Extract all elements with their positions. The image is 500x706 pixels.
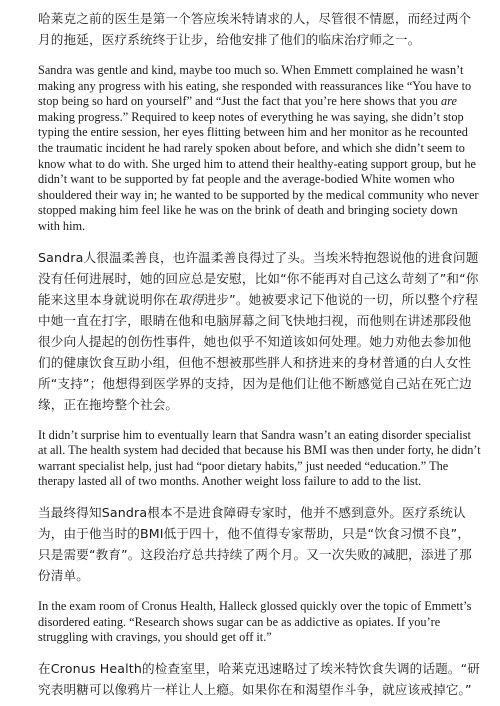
paragraph-en-1: [38, 63, 482, 235]
text-run: In the exam room of Cronus Health, Halleck glossed quickly over the topic of Emmett’s disordered eating. “Research shows sugar can be as addictive as opiates. If you’re struggling with cravings, you should get off it.”: [38, 598, 472, 645]
paragraph-zh-1: [38, 8, 482, 50]
paragraph-zh-2: [38, 247, 482, 415]
text-run: Sandra人很温柔善良，也许温柔善良得过了头。当埃米特抱怨说他的进食问题没有任何进展时，她的回应总是安慰，比如“你不能再对自己这么苛刻了”和“你能来这里本身就说明你在: [38, 249, 479, 307]
text-run: 当最终得知Sandra根本不是进食障碍专家时，他并不感到意外。医疗系统认为，由于他当时的BMI低于四十，他不值得专家帮助，只是“饮食习惯不良”，只是需要“教育”。这段治疗总共持续了两个月。又一次失败的减肥，添进了那份清单。: [38, 504, 472, 583]
paragraph-zh-4: [38, 658, 482, 700]
paragraph-zh-3: [38, 502, 482, 586]
text-run: It didn’t surprise him to eventually learn that Sandra wasn’t an eating disorder specialist at all. The health system had decided that because his BMI was then under forty, he didn’t warrant specialist help, just had “poor dietary habits,” just needed “education.” The therapy lasted all of two months. Another weight loss failure to add to the list.: [38, 427, 481, 489]
emphasis-text: are: [440, 94, 457, 109]
text-run: 在Cronus Health的检查室里，哈莱克迅速略过了埃米特饮食失调的话题。“研究表明糖可以像鸦片一样让人上瘾。如果你在和渴望作斗争，就应该戒掉它。”: [38, 660, 480, 697]
text-run: 哈莱克之前的医生是第一个答应埃米特请求的人，尽管很不情愿，而经过两个月的拖延，医疗系统终于让步，给他安排了他们的临床治疗师之一。: [38, 11, 472, 47]
emphasis-text: 取得: [178, 291, 204, 307]
text-run: making progress.” Required to keep notes of everything he was saying, she didn’t stop typing the entire session, her eyes flitting between him and her monitor as he recounted the traumatic incident he had rarely spoken about before, and which she didn’t seem to know what to do with. She urged him to attend their healthy-eating support group, but he didn’t want to be supported by fat people and the average-bodied White women who shouldered their way in; he wanted to be supported by the medical community who never stopped making him feel like he was on the brink of death and bringing society down with him.: [38, 109, 479, 233]
paragraph-en-2: [38, 428, 482, 490]
text-run: 进步”。她被要求记下他说的一切，所以整个疗程中她一直在打字，眼睛在他和电脑屏幕之间飞快地扫视，而他则在讲述那段他很少向人提起的创伤性事件，她也似乎不知道该如何处理。她力劝他去参加他们的健康饮食互助小组，但他不想被那些胖人和挤进来的身材普通的白人女性所“支持”；他想得到医学界的支持，因为是他们让他不断感觉自己站在死亡边缘，正在拖垮整个社会。: [38, 291, 478, 412]
paragraph-en-3: [38, 599, 482, 646]
text-run: Sandra was gentle and kind, maybe too much so. When Emmett complained he wasn’t making any progress with his eating, she responded with reassurances like “You have to stop being so hard on yourself” and “Just the fact that you’re here shows that you: [38, 63, 472, 109]
